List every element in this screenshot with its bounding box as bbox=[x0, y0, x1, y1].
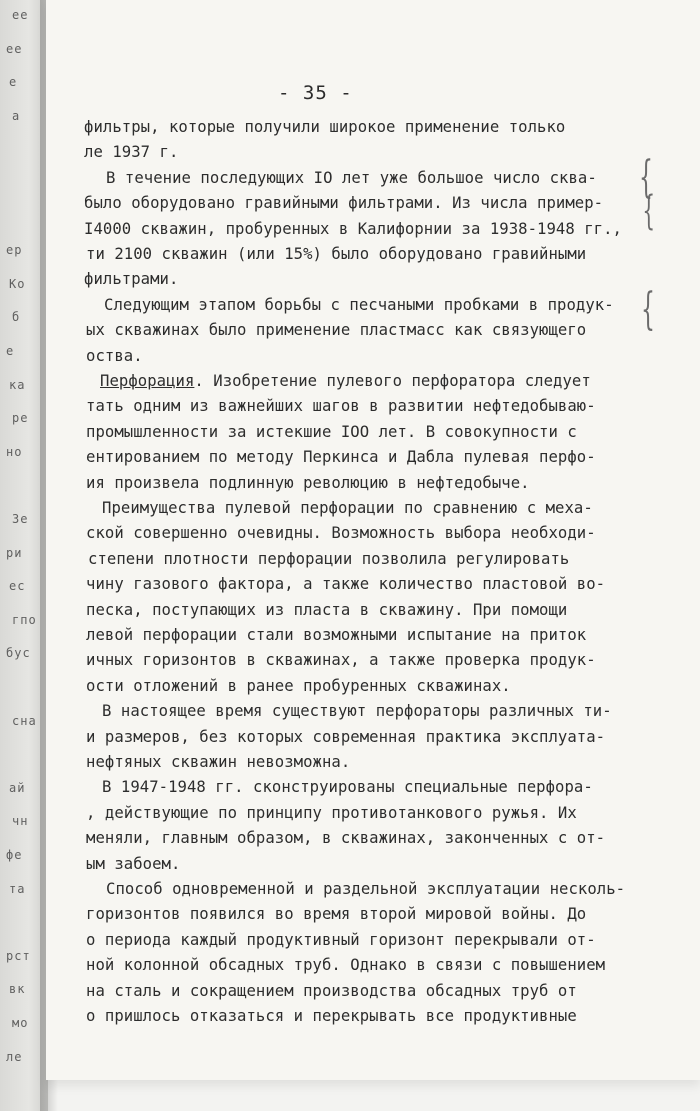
bleed-through-fragment: бус bbox=[6, 646, 31, 661]
bleed-through-fragment: ес bbox=[9, 579, 26, 594]
page-number: - 35 - bbox=[278, 82, 353, 104]
text-line: и размеров, без которых современная практика эксплуата- bbox=[86, 727, 606, 746]
bleed-through-fragment: б bbox=[12, 310, 21, 325]
bleed-through-fragment: а bbox=[12, 108, 21, 123]
text-line: ия произвела подлинную революцию в нефтедобыче. bbox=[86, 473, 530, 492]
text-line: В настоящее время существуют перфораторы различных ти- bbox=[102, 702, 612, 721]
margin-brace-1: { bbox=[639, 152, 653, 203]
bleed-through-fragment: фе bbox=[6, 848, 23, 862]
text-line: фильтрами. bbox=[84, 270, 179, 289]
bleed-through-fragment: е bbox=[9, 75, 18, 90]
text-line: на сталь и сокращением производства обсадных труб от bbox=[86, 981, 577, 1000]
text-line: фильтры, которые получили широкое применение только bbox=[84, 118, 566, 136]
bleed-through-fragment: ай bbox=[9, 780, 26, 795]
text-line: ости отложений в ранее пробуренных скважинах. bbox=[86, 676, 511, 695]
text-line: ых скважинах было применение пластмасс как связующего bbox=[86, 321, 587, 340]
bleed-through-fragment: ре bbox=[12, 411, 29, 426]
text-line: ентированием по методу Перкинса и Дабла пулевая перфо- bbox=[86, 448, 596, 467]
bleed-through-fragment: но bbox=[6, 444, 23, 459]
text-line: В 1947-1948 гг. сконструированы специальные перфора- bbox=[102, 778, 593, 797]
text-line: горизонтов появился во время второй мировой войны. До bbox=[86, 905, 587, 924]
bleed-through-fragment: ри bbox=[6, 545, 23, 560]
bleed-through-fragment: рст bbox=[6, 948, 31, 963]
text-line: степени плотности перфорации позволила регулировать bbox=[88, 549, 570, 568]
text-line: В течение последующих IO лет уже большое число сква- bbox=[106, 168, 597, 187]
text-line: чину газового фактора, а также количество пластовой во- bbox=[86, 575, 606, 594]
bleed-through-fragment: ле bbox=[6, 1049, 23, 1064]
bleed-through-fragment: гпо bbox=[12, 612, 37, 627]
bleed-through-fragment: чн bbox=[12, 814, 29, 829]
bleed-through-fragment: мо bbox=[12, 1016, 29, 1030]
text-line: ле 1937 г. bbox=[84, 143, 179, 162]
text-line: Следующим этапом борьбы с песчаными пробками в продук- bbox=[104, 295, 614, 314]
text-line: песка, поступающих из пласта в скважину. При помощи bbox=[86, 600, 568, 619]
bleed-through-fragment: ка bbox=[9, 377, 26, 392]
document-page bbox=[46, 0, 700, 1080]
text-line: тать одним из важнейших шагов в развитии нефтедобываю- bbox=[86, 397, 596, 416]
bleed-through-fragment: Зе bbox=[12, 512, 29, 526]
text-line: Перфорация. Изобретение пулевого перфоратора следует bbox=[100, 372, 591, 390]
text-line: о периода каждый продуктивный горизонт перекрывали от- bbox=[86, 930, 596, 949]
text-line: ым забоем. bbox=[86, 854, 181, 873]
margin-brace-3: { bbox=[641, 284, 655, 335]
bleed-through-fragment: ер bbox=[6, 243, 23, 258]
bleed-through-fragment: вк bbox=[9, 982, 26, 997]
text-line: ичных горизонтов в скважинах, а также проверка продук- bbox=[86, 651, 596, 670]
text-line: I4000 скважин, пробуренных в Калифорнии за 1938-1948 гг., bbox=[84, 219, 622, 238]
text-line: меняли, главным образом, в скважинах, законченных с от- bbox=[86, 829, 606, 848]
text-line: ти 2100 скважин (или 15%) было оборудовано гравийными bbox=[86, 245, 587, 263]
text-line: было оборудовано гравийными фильтрами. Из числа пример- bbox=[84, 194, 604, 213]
text-line: промышленности за истекшие IOO лет. В совокупности с bbox=[86, 422, 577, 441]
text-line: оства. bbox=[86, 346, 143, 365]
bleed-through-fragment: та bbox=[9, 881, 26, 896]
bleed-through-fragment: ее bbox=[12, 8, 29, 22]
text-line: Преимущества пулевой перфорации по сравнению с меха- bbox=[102, 499, 593, 517]
text-line: , действующие по принципу противотанкового ружья. Их bbox=[86, 803, 577, 822]
margin-brace-2: { bbox=[642, 188, 656, 234]
bleed-through-fragment: ее bbox=[6, 41, 23, 56]
text-line: о пришлось отказаться и перекрывать все продуктивные bbox=[86, 1007, 577, 1025]
text-line: ной колонной обсадных труб. Однако в связи с повышением bbox=[86, 956, 606, 975]
text-line: Способ одновременной и раздельной эксплуатации несколь- bbox=[106, 880, 626, 898]
text-line: левой перфорации стали возможными испытание на приток bbox=[86, 626, 587, 644]
bleed-through-fragment: сна bbox=[12, 713, 37, 728]
bleed-through-fragment: е bbox=[6, 344, 15, 358]
text-line: нефтяных скважин невозможна. bbox=[86, 753, 351, 771]
bleed-through-fragment: Ко bbox=[9, 276, 26, 291]
text-line: ской совершенно очевидны. Возможность выбора необходи- bbox=[86, 524, 596, 543]
